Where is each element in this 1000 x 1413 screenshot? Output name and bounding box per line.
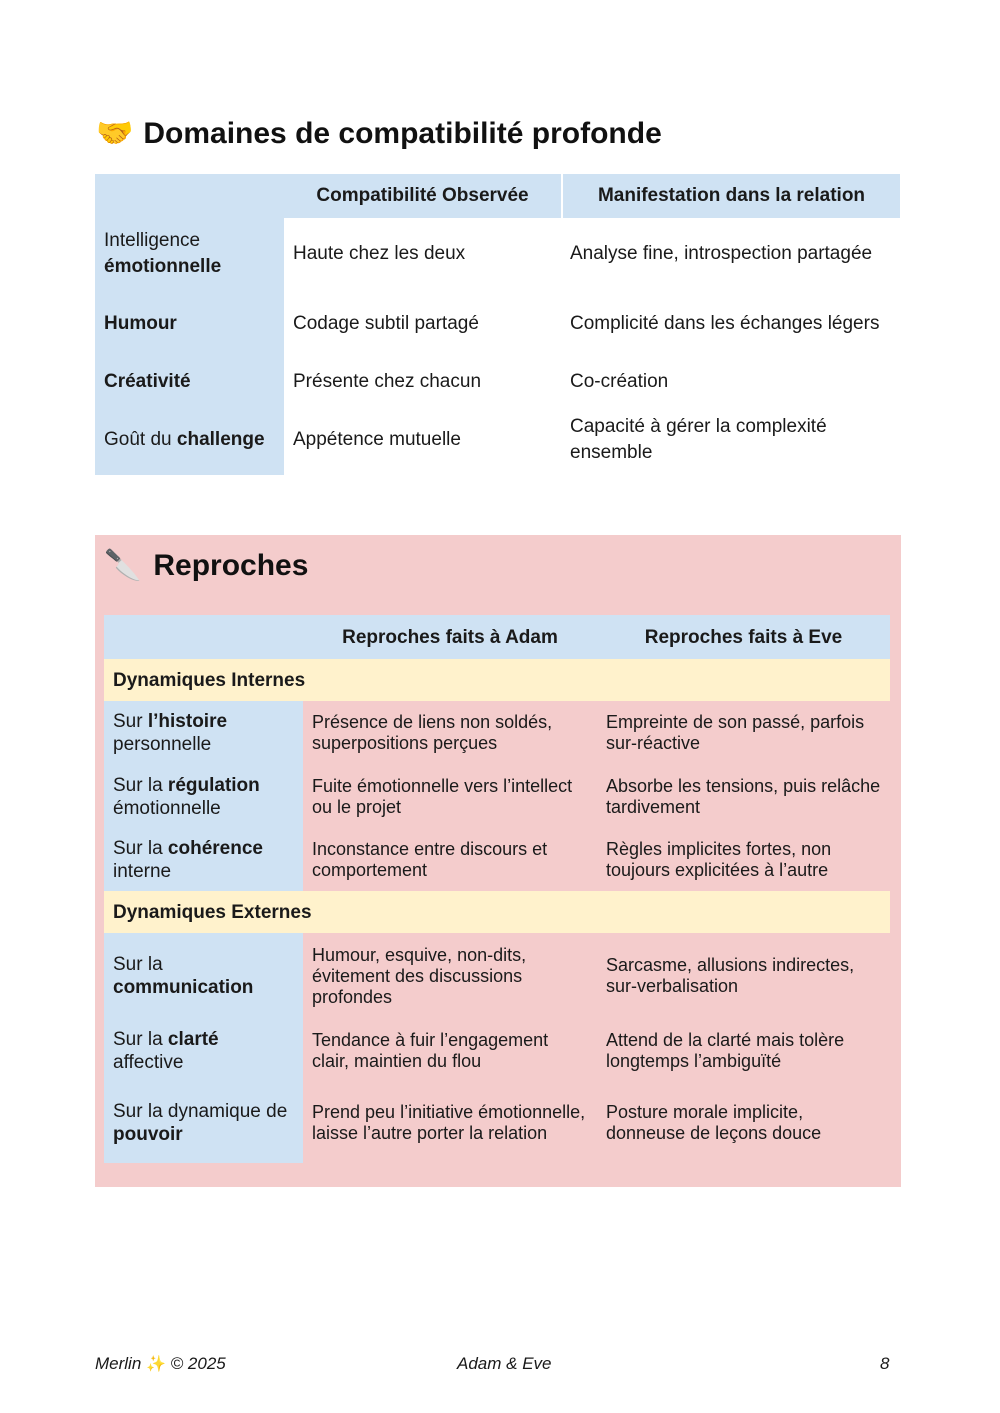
row-header-text: Sur la (113, 1029, 168, 1050)
row-header (104, 701, 303, 765)
row-header (95, 359, 284, 405)
column-header: Reproches faits à Eve (597, 615, 890, 659)
table-cell: Règles implicites fortes, non toujours explicitées à l’autre (597, 829, 890, 891)
table-cell: Humour, esquive, non-dits, évitement des discussions profondes (303, 933, 597, 1019)
row-header-bold: clarté (167, 1029, 219, 1050)
row-header (95, 218, 284, 289)
row-header-text: Sur la dynamique de (113, 1101, 288, 1122)
column-header: Compatibilité Observée (284, 174, 561, 218)
row-header (104, 933, 303, 1019)
table-corner-cell (95, 174, 284, 218)
column-header: Reproches faits à Adam (303, 615, 597, 659)
row-header (104, 1083, 303, 1163)
group-header: Dynamiques Internes (104, 659, 890, 701)
table-cell: Prend peu l’initiative émotionnelle, laisse l’autre porter la relation (303, 1083, 597, 1163)
knife-icon: 🔪 (104, 548, 142, 583)
table-cell: Fuite émotionnelle vers l’intellect ou le projet (303, 765, 597, 829)
column-header: Manifestation dans la relation (561, 174, 900, 218)
table-cell: Sarcasme, allusions indirectes, sur-verbalisation (597, 933, 890, 1019)
table-cell: Présente chez chacun (284, 359, 561, 405)
table-cell: Tendance à fuir l’engagement clair, maintien du flou (303, 1019, 597, 1083)
footer-author (95, 1354, 226, 1374)
row-header-text: émotionnelle (113, 798, 221, 819)
table-cell: Analyse fine, introspection partagée (561, 218, 900, 289)
row-header-bold: communication (113, 977, 254, 998)
page-number: 8 (880, 1354, 890, 1373)
row-header (104, 765, 303, 829)
table-cell: Complicité dans les échanges légers (561, 289, 900, 359)
sparkles-icon: ✨ (146, 1354, 166, 1373)
row-header-text: Sur la (113, 838, 168, 859)
row-header-text: interne (113, 861, 172, 882)
row-header-bold: l’histoire (147, 711, 228, 732)
table-cell: Posture morale implicite, donneuse de leçons douce (597, 1083, 890, 1163)
table-cell: Capacité à gérer la complexité ensemble (561, 405, 900, 475)
footer-copyright: © 2025 (165, 1354, 226, 1373)
footer-author-text: Merlin (95, 1354, 147, 1373)
row-header-text: Intelligence (104, 229, 201, 251)
footer-title: Adam & Eve (457, 1354, 552, 1373)
table-cell: Codage subtil partagé (284, 289, 561, 359)
group-header: Dynamiques Externes (104, 891, 890, 933)
section-title-reproches (104, 548, 308, 583)
row-header (104, 1019, 303, 1083)
section-title-text: Reproches (153, 548, 309, 582)
table-cell: Attend de la clarté mais tolère longtemps l’ambiguïté (597, 1019, 890, 1083)
row-header-bold: pouvoir (113, 1124, 183, 1145)
row-header-text: Sur la (113, 775, 168, 796)
table-cell: Appétence mutuelle (284, 405, 561, 475)
row-header-bold: cohérence (167, 838, 263, 859)
row-header (95, 405, 284, 475)
table-cell: Haute chez les deux (284, 218, 561, 289)
table-cell: Présence de liens non soldés, superpositions perçues (303, 701, 597, 765)
section-title-text: Domaines de compatibilité profonde (143, 116, 662, 150)
row-header-text: personnelle (113, 734, 212, 755)
table-cell: Empreinte de son passé, parfois sur-réactive (597, 701, 890, 765)
row-header (95, 289, 284, 359)
compatibility-table (95, 174, 900, 475)
row-header-bold: challenge (176, 429, 265, 450)
row-header-text: Sur (113, 711, 148, 732)
table-cell: Inconstance entre discours et comportement (303, 829, 597, 891)
row-header-bold: émotionnelle (104, 255, 222, 277)
table-cell: Absorbe les tensions, puis relâche tardivement (597, 765, 890, 829)
row-header (104, 829, 303, 891)
table-cell: Co-création (561, 359, 900, 405)
row-header-bold: régulation (167, 775, 260, 796)
row-header-bold: Humour (104, 313, 177, 334)
section-title-compatibilite (96, 116, 662, 151)
row-header-text: Goût du (104, 429, 177, 450)
row-header-text: Sur la (113, 954, 163, 975)
reproches-table (104, 615, 890, 1163)
row-header-text: affective (113, 1052, 184, 1073)
table-corner-cell (104, 615, 303, 659)
row-header-bold: Créativité (104, 371, 191, 392)
handshake-icon: 🤝 (96, 116, 134, 151)
